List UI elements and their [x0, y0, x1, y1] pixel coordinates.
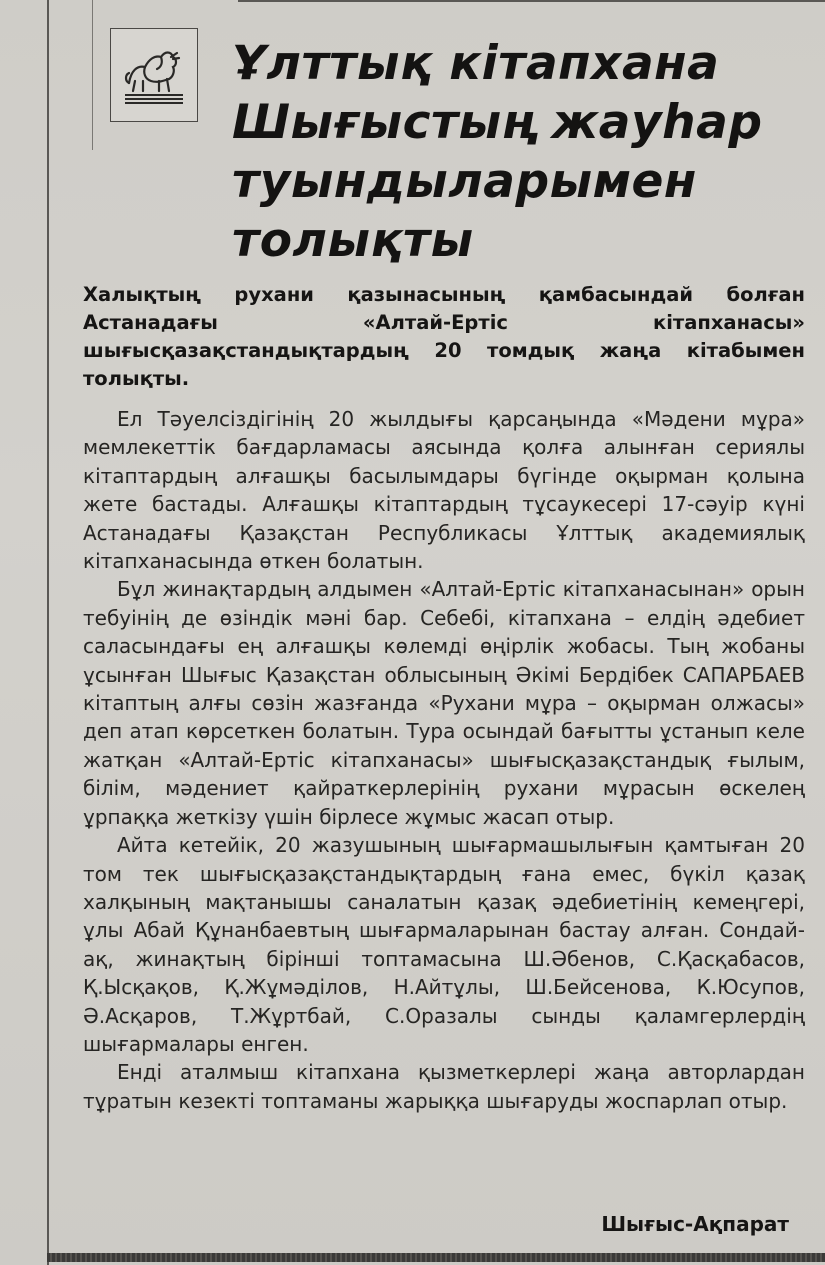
heraldic-animal-emblem-icon — [121, 41, 187, 107]
column-divider-thin — [92, 0, 93, 150]
article-lead: Халықтың рухани қазынасының қамбасындай болған Астанадағы «Алтай-Ертіс кітапханасы» шығысқазақстандықтардың 20 томдық жаңа кітабымен толықты. — [83, 283, 805, 390]
bottom-rule — [47, 1253, 825, 1262]
top-rule — [238, 0, 825, 2]
article-source: Шығыс-Ақпарат — [601, 1212, 789, 1236]
section-logo — [110, 28, 198, 122]
body-paragraph: Енді аталмыш кітапхана қызметкерлері жаңа авторлардан тұратын кезекті топтаманы жарыққа шығаруды жоспарлап отыр. — [83, 1060, 805, 1113]
article-body — [83, 405, 805, 1115]
body-paragraph: Бұл жинақтардың алдымен «Алтай-Ертіс кітапханасынан» орын тебуінің де өзіндік мәні бар. Себебі, кітапхана – елдің әдебиет саласындағы ең алғашқы көлемді өңірлік жобасы. Тың жобаны ұсынған Шығыс Қазақстан облысының Әкімі Бердібек САПАРБАЕВ кітаптың алғы сөзін жазғанда «Рухани мұра – оқырман олжасы» деп атап көрсеткен болатын. Тура осындай бағытты ұстанып келе жатқан «Алтай-Ертіс кітапханасы» шығысқазақстандық ғылым, білім, мәдениет қайраткерлерінің рухани мұрасын өскелең ұрпаққа жеткізу үшін бірлесе жұмыс жасап отыр. — [83, 577, 805, 829]
article-headline: Ұлттық кітапхана Шығыстың жауһар туындыларымен толықты — [232, 36, 763, 268]
body-paragraph: Айта кетейік, 20 жазушының шығармашылығын қамтыған 20 том тек шығысқазақстандықтардың ғана емес, бүкіл қазақ халқының мақтанышы саналатын қазақ әдебиетінің кемеңгері, ұлы Абай Құнанбаевтың шығармаларынан бастау алған. Сондай-ақ, жинақтың бірінші топтамасына Ш.Әбенов, С.Қасқабасов, Қ.Ысқақов, Қ.Жұмәділов, Н.Айтұлы, Ш.Бейсенова, К.Юсупов, Ә.Асқаров, Т.Жұртбай, С.Оразалы сынды қаламгерлердің шығармалары енген. — [83, 833, 805, 1056]
column-divider — [47, 0, 49, 1265]
body-paragraph: Ел Тәуелсіздігінің 20 жылдығы қарсаңында «Мәдени мұра» мемлекеттік бағдарламасы аясында қолға алынған сериялы кітаптардың алғашқы басылымдары бүгінде оқырман қолына жете бастады. Алғашқы кітаптардың тұсаукесері 17-сәуір күні Астанадағы Қазақстан Республикасы Ұлттық академиялық кітапханасында өткен болатын. — [83, 407, 805, 574]
